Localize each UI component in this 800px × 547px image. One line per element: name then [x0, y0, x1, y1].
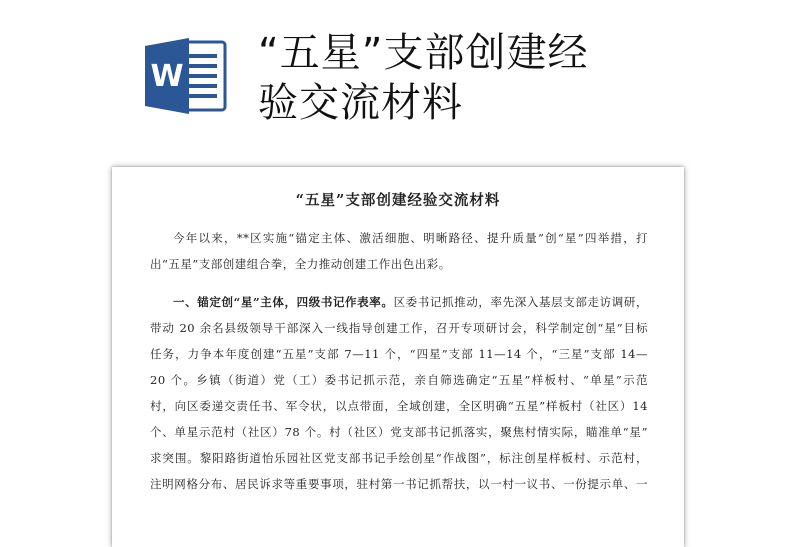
- paragraph2-heading: 一、锚定创“星”主体，四级书记作表率。: [173, 295, 394, 309]
- word-icon: [143, 36, 229, 116]
- paragraph-gap: [150, 277, 648, 289]
- banner-title-line2: 验交流材料: [258, 80, 463, 126]
- paragraph1-line: 今年以来，**区实施“锚定主体、激活细胞、明晰路径、提升质量”创“星”四举措，打: [173, 231, 648, 245]
- document-title: “五星”支部创建经验交流材料: [295, 192, 501, 209]
- paragraph2-first-rest: 区委书记抓推动，率先深入基层支部走访调研，: [393, 295, 649, 309]
- document-body: [150, 225, 648, 497]
- paragraph2-line: 20 个。乡镇（街道）党（工）委书记抓示范，亲自筛选确定“五星”样板村、“单星”示范: [150, 373, 648, 387]
- paragraph2-first-line: [150, 289, 648, 315]
- paragraph2-line: 任务，力争本年度创建“五星”支部 7—11 个，“四星”支部 11—14 个，“三星”支部 14—: [150, 347, 648, 361]
- paragraph2-line: 带动 20 余名县级领导干部深入一线指导创建工作，召开专项研讨会，科学制定创“星”目标: [150, 321, 648, 335]
- paragraph2-line: 个、单星示范村（社区）78 个。村（社区）党支部书记抓落实，聚焦村情实际，瞄准单“星”: [150, 425, 648, 439]
- banner-title-line1: “五星”支部创建经: [258, 30, 589, 76]
- banner-title: [258, 28, 698, 128]
- paragraph2-line: 村，向区委递交责任书、军令状，以点带面，全域创建，全区明确“五星”样板村（社区）14: [150, 399, 648, 413]
- paragraph1-line: 出“五星”支部创建组合拳，全力推动创建工作出色出彩。: [150, 257, 451, 271]
- banner-header: [0, 0, 800, 150]
- document-page: [112, 167, 684, 547]
- paragraph2-line: 注明网格分布、居民诉求等重要事项，驻村第一书记抓帮扶，以一村一议书、一份提示单、一: [150, 477, 648, 491]
- word-icon-letter: W: [150, 59, 184, 94]
- paragraph2-line: 求突围。黎阳路街道怡乐园社区党支部书记手绘创星“作战图”，标注创星样板村、示范村，: [150, 451, 648, 465]
